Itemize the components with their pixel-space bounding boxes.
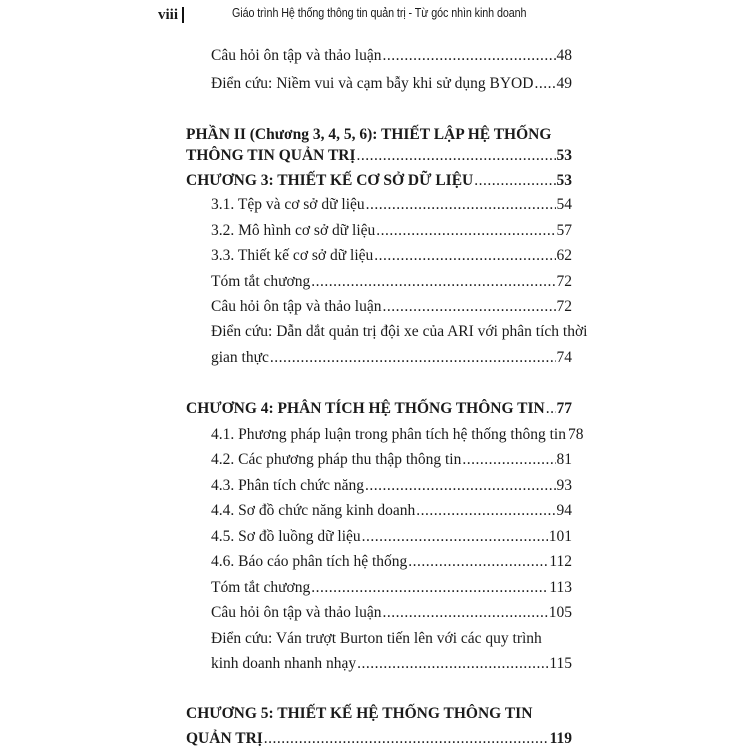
toc-entry-page: 101 [548,528,572,545]
toc-entry-label: 4.2. Các phương pháp thu thập thông tin [211,451,462,468]
leader-dots [357,653,548,675]
toc-entry-page: 74 [556,349,572,366]
toc-entry-page: 93 [556,477,572,494]
toc-entry[interactable] [211,500,572,522]
toc-entry-label: 3.1. Tệp và cơ sở dữ liệu [211,196,365,213]
toc-entry-label: Câu hỏi ôn tập và thảo luận [211,298,382,315]
toc-entry-page: 53 [556,172,572,189]
leader-dots [462,449,555,471]
toc-entry[interactable] [211,73,572,95]
toc-part-heading[interactable] [186,124,572,146]
toc-entry-label: PHẦN II (Chương 3, 4, 5, 6): THIẾT LẬP HỆ THỐNG [186,126,552,143]
toc-entry-page: 113 [549,579,572,596]
leader-dots [382,602,547,624]
toc-entry[interactable] [211,194,572,216]
toc-chapter-heading[interactable] [186,170,572,192]
toc-entry-page: 119 [549,730,572,747]
leader-dots [416,500,555,522]
toc-entry[interactable] [211,602,572,624]
toc-entry-label: CHƯƠNG 5: THIẾT KẾ HỆ THỐNG THÔNG TIN [186,705,533,722]
leader-dots [365,475,555,497]
toc-entry-label: kinh doanh nhanh nhạy [211,655,357,672]
book-title: Giáo trình Hệ thống thông tin quản trị - Từ góc nhìn kinh doanh [232,6,527,20]
leader-dots [374,245,555,267]
toc-entry-label: 4.1. Phương pháp luận trong phân tích hệ thống thông tin [211,426,566,443]
leader-dots [382,296,555,318]
toc-entry[interactable] [211,45,572,67]
toc-entry[interactable] [211,220,572,242]
toc-entry-cont[interactable] [211,653,572,675]
toc-entry-label: CHƯƠNG 4: PHÂN TÍCH HỆ THỐNG THÔNG TIN [186,400,545,417]
toc-entry-label: Tóm tắt chương [211,273,311,290]
leader-dots [357,145,556,167]
toc-entry-label: Điển cứu: Dẫn dắt quản trị đội xe của ARI với phân tích thời [211,323,588,340]
toc-entry[interactable] [211,296,572,318]
toc-entry-page: 54 [556,196,572,213]
toc-chapter-heading[interactable] [186,703,572,725]
toc-entry-label: THÔNG TIN QUẢN TRỊ [186,147,356,164]
toc-entry-page: 72 [556,273,572,290]
leader-dots [264,728,549,750]
page-number: viii [158,6,179,23]
toc-entry-page: 72 [556,298,572,315]
leader-dots [270,347,556,369]
toc-entry-label: Điển cứu: Niềm vui và cạm bẫy khi sử dụng BYOD [211,75,534,92]
toc-chapter-heading-cont[interactable] [186,728,572,750]
leader-dots [376,220,555,242]
toc-chapter-heading[interactable] [186,398,572,420]
toc-entry-label: 3.3. Thiết kế cơ sở dữ liệu [211,247,374,264]
toc-entry-page: 49 [556,75,572,92]
toc-entry-page: 78 [567,426,584,443]
toc-entry-page: 81 [556,451,572,468]
toc-entry-page: 105 [548,604,572,621]
toc-entry-page: 115 [549,655,572,672]
toc-entry[interactable] [211,577,572,599]
leader-dots [474,170,555,192]
toc-entry[interactable] [211,449,572,471]
toc-entry-page: 48 [556,47,572,64]
toc-entry[interactable] [211,424,584,446]
toc-entry-page: 112 [549,553,572,570]
toc-entry-cont[interactable] [211,347,572,369]
toc-entry-label: QUẢN TRỊ [186,730,263,747]
toc-entry-page: 57 [556,222,572,239]
leader-dots [366,194,556,216]
leader-dots [362,526,548,548]
toc-entry[interactable] [211,628,572,650]
toc-entry-label: Câu hỏi ôn tập và thảo luận [211,604,382,621]
running-header [158,4,527,26]
header-divider [182,7,184,23]
leader-dots [311,577,548,599]
leader-dots [382,45,555,67]
leader-dots [546,398,556,420]
toc-entry-label: CHƯƠNG 3: THIẾT KẾ CƠ SỞ DỮ LIỆU [186,172,474,189]
toc-entry[interactable] [211,551,572,573]
toc-entry-label: Tóm tắt chương [211,579,311,596]
leader-dots [311,271,555,293]
toc-part-heading-cont[interactable] [186,145,572,167]
toc-entry-label: 3.2. Mô hình cơ sở dữ liệu [211,222,376,239]
toc-entry-page: 77 [556,400,572,417]
toc-entry-label: 4.3. Phân tích chức năng [211,477,365,494]
toc-entry-label: Điển cứu: Ván trượt Burton tiến lên với các quy trình [211,630,542,647]
toc-entry-page: 94 [556,502,572,519]
toc-entry-label: 4.6. Báo cáo phân tích hệ thống [211,553,408,570]
leader-dots [534,73,555,95]
toc-entry-page: 53 [556,147,572,164]
toc-entry-label: Câu hỏi ôn tập và thảo luận [211,47,382,64]
toc-entry[interactable] [211,526,572,548]
leader-dots [408,551,548,573]
toc-entry-page: 62 [556,247,572,264]
toc-entry[interactable] [211,475,572,497]
toc-entry-label: 4.4. Sơ đồ chức năng kinh doanh [211,502,416,519]
toc-entry-label: gian thực [211,349,269,366]
toc-entry[interactable] [211,245,572,267]
toc-entry[interactable] [211,321,588,343]
toc-entry-label: 4.5. Sơ đồ luồng dữ liệu [211,528,361,545]
toc-entry[interactable] [211,271,572,293]
